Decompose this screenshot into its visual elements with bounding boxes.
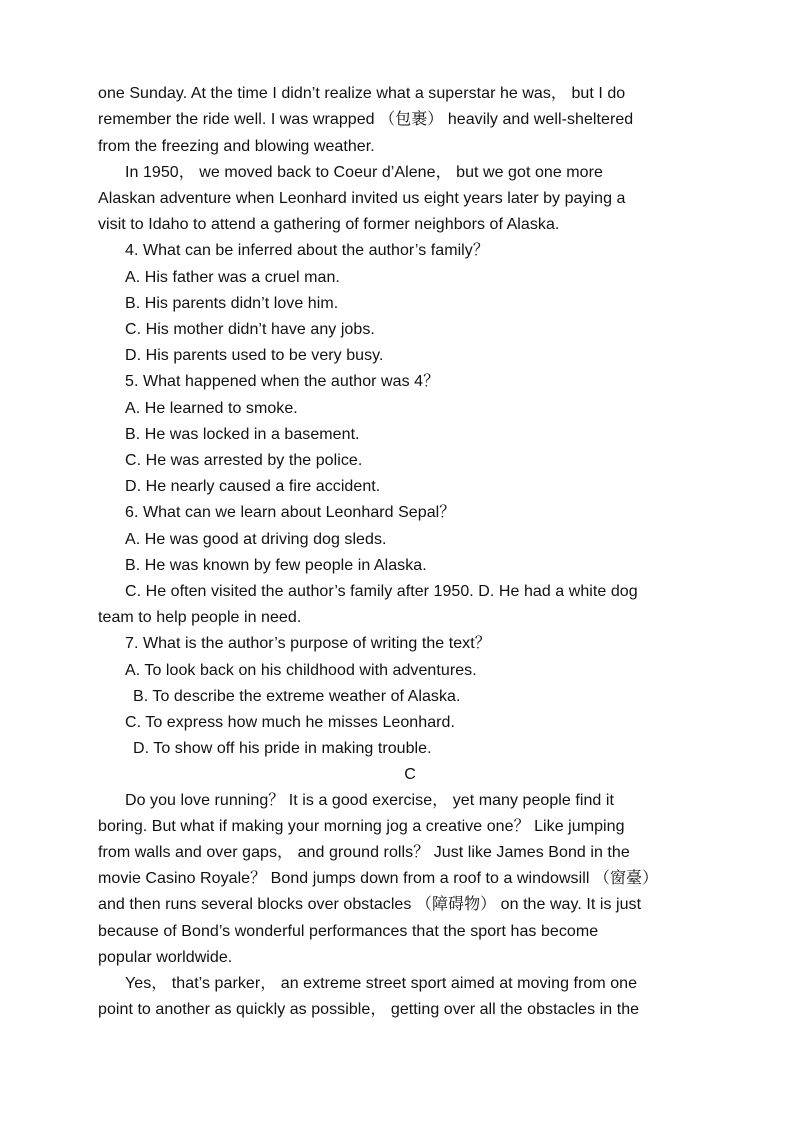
paragraph-line: In 1950， we moved back to Coeur d’Alene， but we got one more	[125, 164, 603, 181]
question-5-option-c: C. He was arrested by the police.	[125, 452, 363, 469]
paragraph-line: point to another as quickly as possible， getting over all the obstacles in the	[98, 1001, 640, 1018]
section-heading-c: C	[404, 766, 416, 783]
question-5-option-a: A. He learned to smoke.	[125, 400, 298, 417]
paragraph-line: because of Bond’s wonderful performances that the sport has become	[98, 923, 599, 940]
question-6-option-b: B. He was known by few people in Alaska.	[125, 557, 427, 574]
question-7-option-c: C. To express how much he misses Leonhard.	[125, 714, 455, 731]
question-7-option-b: B. To describe the extreme weather of Alaska.	[133, 688, 461, 705]
question-6: 6. What can we learn about Leonhard Sepal？	[125, 504, 456, 521]
question-4: 4. What can be inferred about the author’s family？	[125, 242, 489, 259]
question-4-option-d: D. His parents used to be very busy.	[125, 347, 384, 364]
paragraph-line: boring. But what if making your morning jog a creative one？ Like jumping	[98, 818, 625, 835]
question-6-option-d-cont: team to help people in need.	[98, 609, 302, 626]
question-4-option-a: A. His father was a cruel man.	[125, 269, 340, 286]
question-7-option-d: D. To show off his pride in making trouble.	[133, 740, 432, 757]
question-5-option-d: D. He nearly caused a fire accident.	[125, 478, 381, 495]
paragraph-line: Alaskan adventure when Leonhard invited us eight years later by paying a	[98, 190, 626, 207]
paragraph-line: remember the ride well. I was wrapped （包裹） heavily and well-sheltered	[98, 111, 634, 128]
question-5-option-b: B. He was locked in a basement.	[125, 426, 360, 443]
paragraph-line: and then runs several blocks over obstacles （障碍物） on the way. It is just	[98, 896, 642, 913]
paragraph-line: from the freezing and blowing weather.	[98, 138, 375, 155]
question-6-option-c-d: C. He often visited the author’s family after 1950. D. He had a white dog	[125, 583, 638, 600]
paragraph-line: Yes， that’s parker， an extreme street sport aimed at moving from one	[125, 975, 638, 992]
question-5: 5. What happened when the author was 4？	[125, 373, 440, 390]
paragraph-line: Do you love running？ It is a good exercise， yet many people find it	[125, 792, 614, 809]
question-7-option-a: A. To look back on his childhood with adventures.	[125, 662, 477, 679]
paragraph-line: one Sunday. At the time I didn’t realize what a superstar he was， but I do	[98, 85, 626, 102]
question-4-option-b: B. His parents didn’t love him.	[125, 295, 339, 312]
paragraph-line: movie Casino Royale？ Bond jumps down from a roof to a windowsill （窗臺）	[98, 870, 659, 887]
question-7: 7. What is the author’s purpose of writing the text？	[125, 635, 491, 652]
paragraph-line: from walls and over gaps， and ground rolls？ Just like James Bond in the	[98, 844, 630, 861]
paragraph-line: popular worldwide.	[98, 949, 233, 966]
paragraph-line: visit to Idaho to attend a gathering of former neighbors of Alaska.	[98, 216, 560, 233]
question-6-option-a: A. He was good at driving dog sleds.	[125, 531, 387, 548]
question-4-option-c: C. His mother didn’t have any jobs.	[125, 321, 375, 338]
